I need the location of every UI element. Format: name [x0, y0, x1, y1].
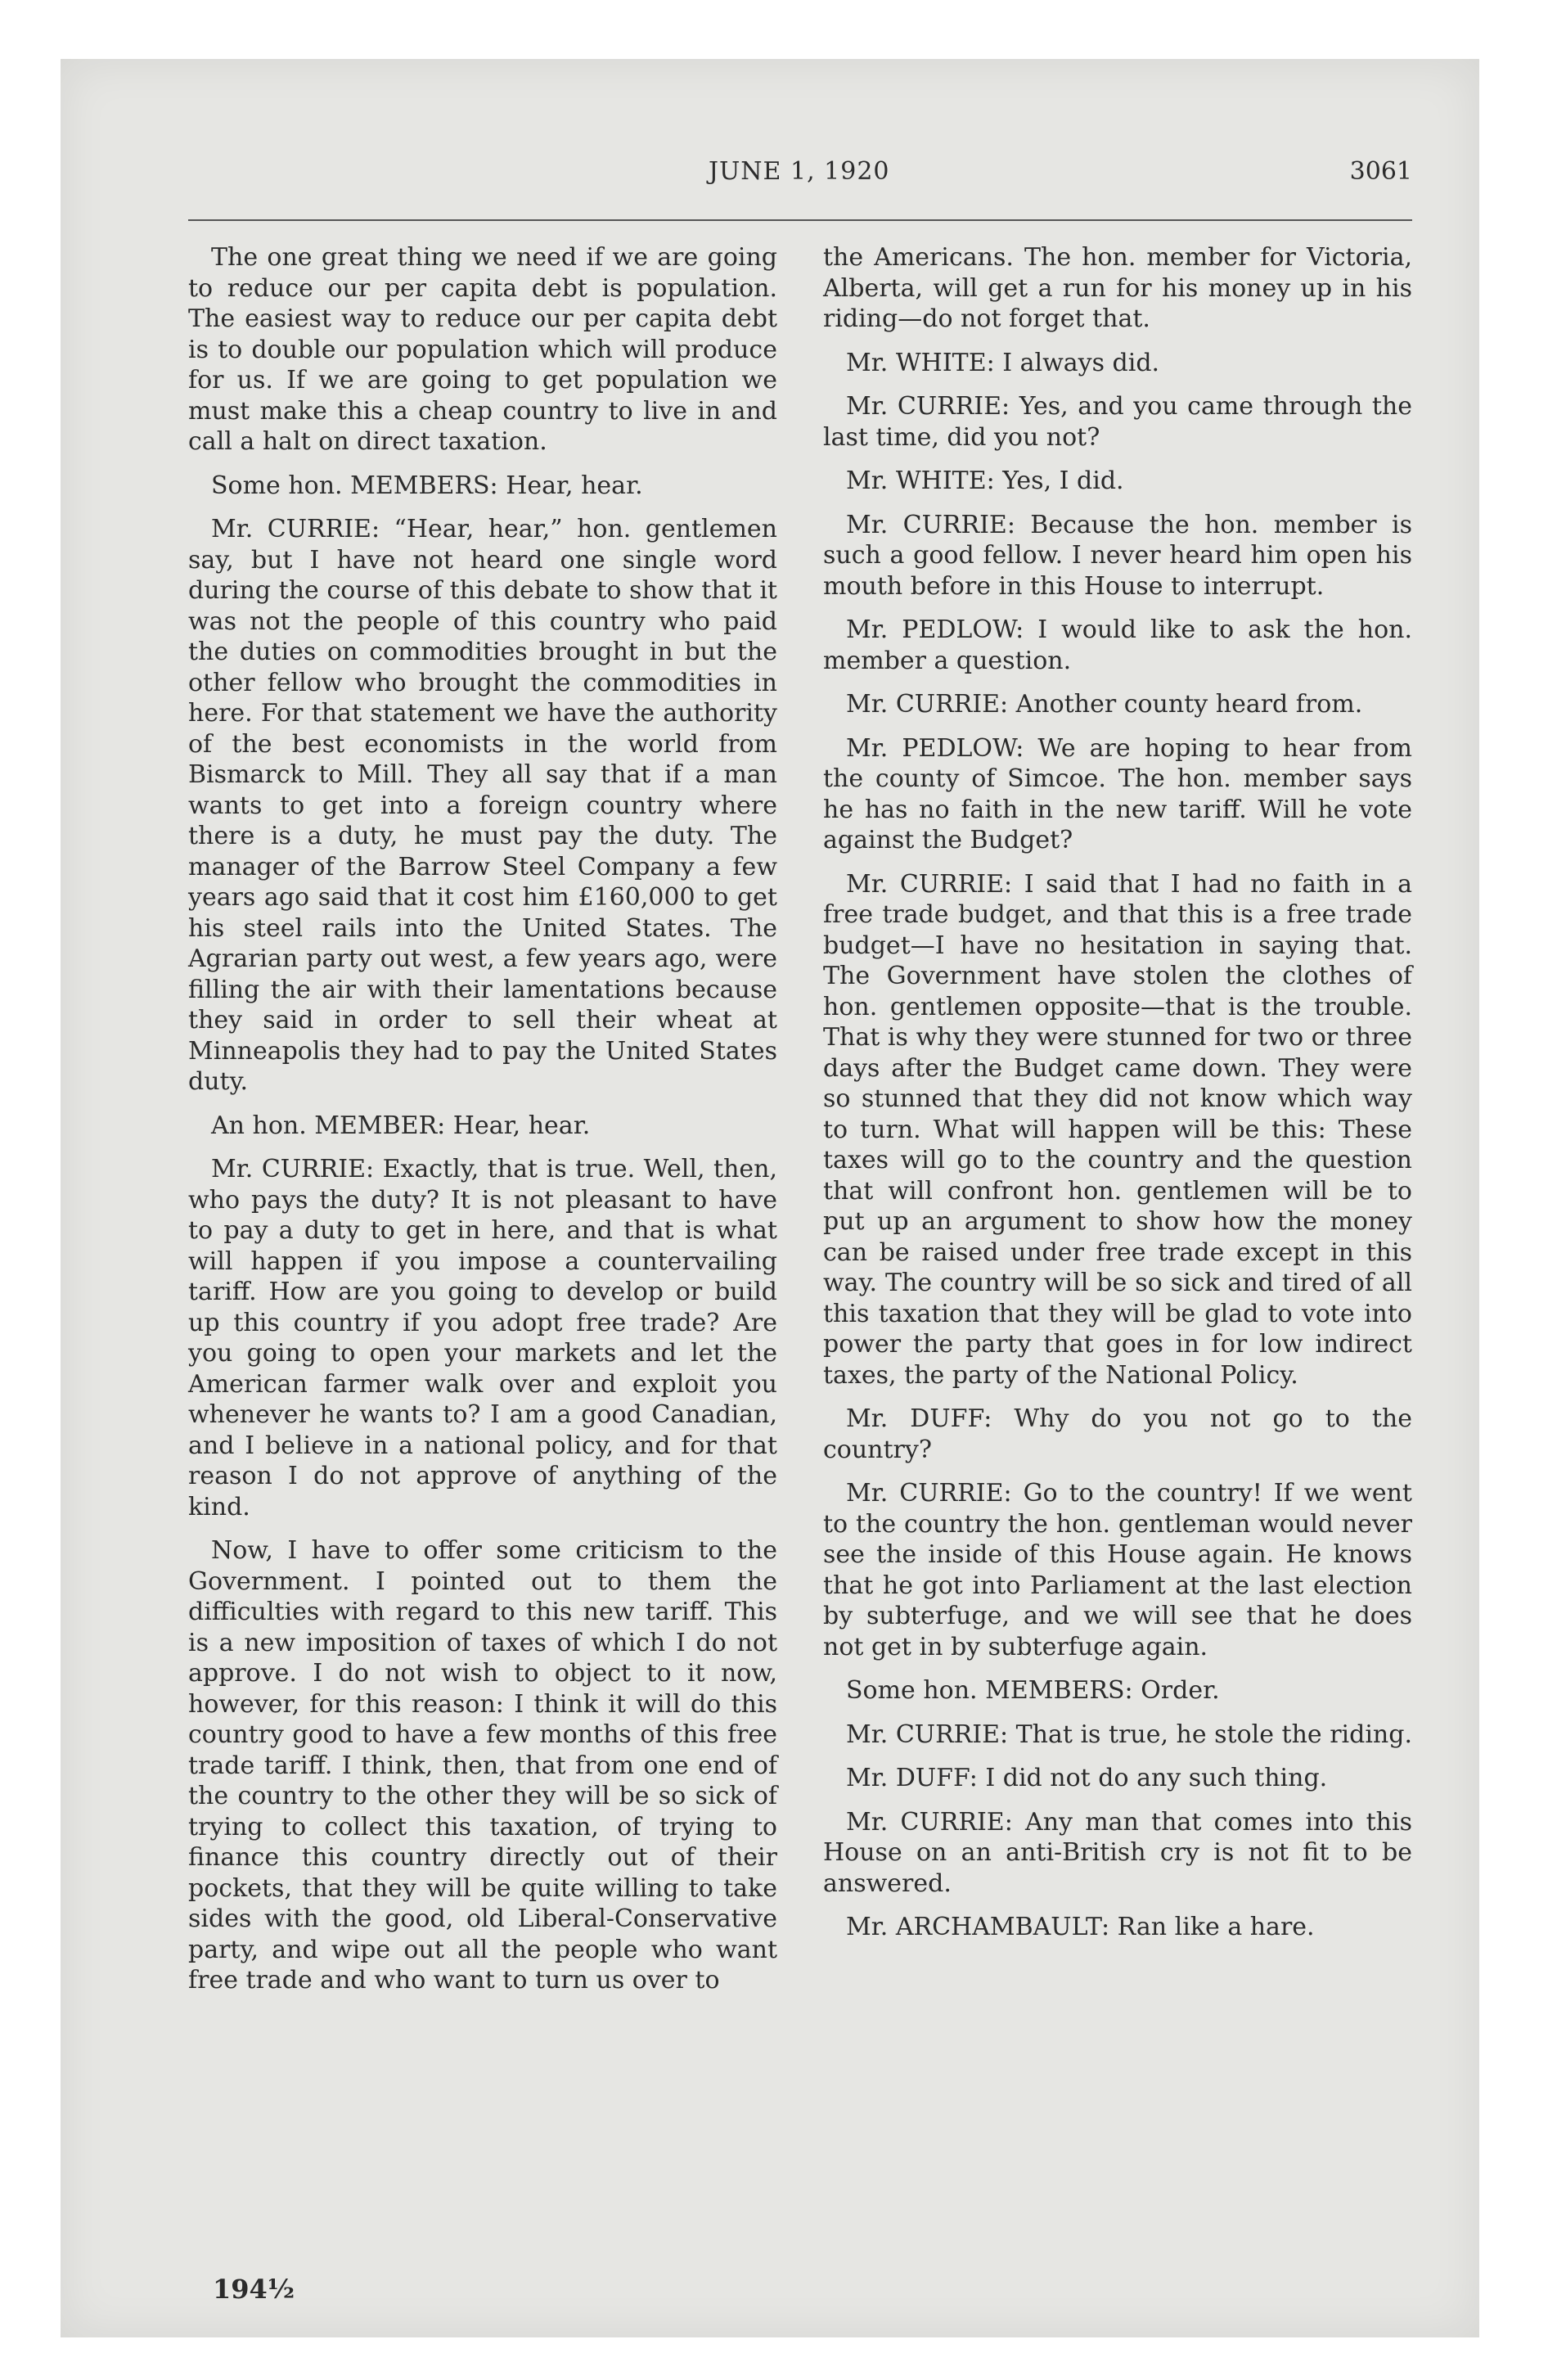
paragraph: Mr. CURRIE: Another county heard from.	[846, 690, 1363, 719]
header-rule	[188, 219, 1412, 221]
paragraph: Mr. CURRIE: I said that I had no faith in a free trade budget, and that this is a free trade budget—I have no hesitation in saying that. The Government have stolen the clothes of hon. gentlemen opposite—that is the trouble. That is why they were stunned for two or three days after the Budget came down. They were so stunned that they did not know which way to turn. What will happen will be this: These taxes will go to the country and the question that will confront hon. gentlemen will be to put up an argument to show how the money can be raised under free trade except in this way. The country will be so sick and tired of all this taxation that they will be glad to vote into power the party that goes in for low indirect taxes, the party of the National Policy.	[823, 869, 1412, 1390]
paragraph: Mr. CURRIE: “Hear, hear,” hon. gentlemen say, but I have not heard one single word during the course of this debate to show that it was not the people of this country who paid the duties on commodities brought in but the other fellow who brought the commodities in here. For that statement we have the authority of the best economists in the world from Bismarck to Mill. They all say that if a man wants to get into a foreign country where there is a duty, he must pay the duty. The manager of the Barrow Steel Company a few years ago said that it cost him £160,000 to get his steel rails into the United States. The Agrarian party out west, a few years ago, were filling the air with their lamentations because they said in order to sell their wheat at Minneapolis they had to pay the United States duty.	[188, 515, 777, 1096]
paragraph: Mr. PEDLOW: We are hoping to hear from the county of Simcoe. The hon. member says he has no faith in the new tariff. Will he vote against the Budget?	[823, 733, 1412, 854]
paragraph: Mr. CURRIE: Any man that comes into this House on an anti-British cry is not fit to be answered.	[823, 1807, 1412, 1898]
paragraph: Mr. WHITE: Yes, I did.	[846, 467, 1124, 495]
paragraph: Mr. CURRIE: Go to the country! If we went to the country the hon. gentleman would never see the inside of this House again. He knows that he got into Parliament at the last election by subterfuge, and we will see that he does not get in by subterfuge again.	[823, 1479, 1412, 1661]
paragraph: Mr. CURRIE: That is true, he stole the riding.	[846, 1720, 1412, 1749]
paragraph: Some hon. MEMBERS: Order.	[846, 1676, 1220, 1705]
paragraph: Mr. WHITE: I always did.	[846, 348, 1160, 377]
header-date: JUNE 1, 1920	[709, 157, 890, 186]
paragraph: Mr. PEDLOW: I would like to ask the hon. member a question.	[823, 615, 1412, 675]
paragraph: Now, I have to offer some criticism to the Government. I pointed out to them the difficulties with regard to this new tariff. This is a new imposition of taxes of which I do not approve. I do not wish to object to it now, however, for this reason: I think it will do this country good to have a few months of this free trade tariff. I think, then, that from one end of the country to the other they will be so sick of trying to collect this taxation, of trying to finance this country directly out of their pockets, that they will be quite willing to take sides with the good, old Liberal-Conservative party, and wipe out all the people who want free trade and who want to turn us over to	[188, 1536, 777, 1995]
paragraph: Mr. DUFF: Why do you not go to the country?	[823, 1404, 1412, 1464]
left-column	[188, 242, 777, 2009]
document-page	[61, 59, 1479, 2337]
paragraph: Mr. CURRIE: Because the hon. member is such a good fellow. I never heard him open his mouth before in this House to interrupt.	[823, 510, 1412, 601]
paragraph: Mr. CURRIE: Exactly, that is true. Well, then, who pays the duty? It is not pleasant to have to pay a duty to get in here, and that is what will happen if you impose a countervailing tariff. How are you going to develop or build up this country if you adopt free trade? Are you going to open your markets and let the American farmer walk over and exploit you whenever he wants to? I am a good Canadian, and I believe in a national policy, and for that reason I do not approve of anything of the kind.	[188, 1155, 777, 1521]
signature-mark: 194½	[213, 2274, 295, 2305]
paragraph: Mr. CURRIE: Yes, and you came through the last time, did you not?	[823, 392, 1412, 452]
paragraph: Mr. ARCHAMBAULT: Ran like a hare.	[846, 1913, 1315, 1941]
paragraph: the Americans. The hon. member for Victoria, Alberta, will get a run for his money up in his riding—do not forget that.	[823, 243, 1412, 333]
page-number: 3061	[1349, 157, 1412, 186]
paragraph: Mr. DUFF: I did not do any such thing.	[846, 1764, 1328, 1792]
paragraph: The one great thing we need if we are going to reduce our per capita debt is population. The easiest way to reduce our per capita debt is to double our population which will produce for us. If we are going to get population we must make this a cheap country to live in and call a halt on direct taxation.	[188, 243, 777, 456]
right-column	[823, 242, 1412, 1956]
running-head	[61, 157, 1479, 200]
paragraph: An hon. MEMBER: Hear, hear.	[211, 1111, 591, 1140]
paragraph: Some hon. MEMBERS: Hear, hear.	[211, 471, 643, 500]
